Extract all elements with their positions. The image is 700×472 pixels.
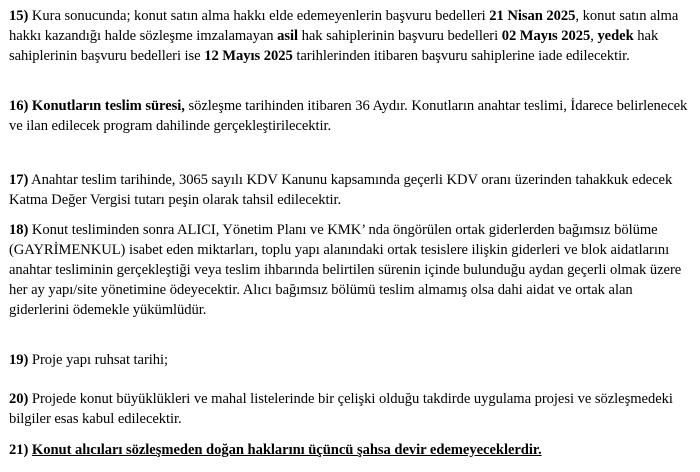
clause-15-text-3: hak sahiplerinin başvuru bedelleri — [298, 28, 502, 44]
clause-15-text-4: , — [590, 28, 598, 44]
clause-15-text-5: hak sahiplerinin başvuru bedelleri ise — [9, 28, 659, 64]
clause-15-asil: asil — [277, 28, 299, 44]
clause-19-number: 19) — [9, 352, 29, 368]
clause-15-date-3: 12 Mayıs 2025 — [204, 48, 293, 64]
clause-18-number: 18) — [9, 222, 29, 238]
clause-17-text: Anahtar teslim tarihinde, 3065 sayılı KDV Kanunu kapsamında geçerli KDV oranı üzerinden tahakkuk edecek Katma Değer Vergisi tutarı peşin olarak tahsil edilecektir. — [9, 172, 673, 208]
clause-15-number: 15) — [9, 8, 29, 24]
clause-15-date-1: 21 Nisan 2025 — [489, 8, 576, 24]
clause-20-text: Projede konut büyüklükleri ve mahal listelerinde bir çelişki olduğu takdirde uygulama projesi ve sözleşmedeki bilgiler esas kabul edilecektir. — [9, 391, 673, 427]
clause-18 — [9, 220, 694, 320]
clause-15-text-2: , konut satın alma hakkı kazandığı halde sözleşme imzalamayan — [9, 8, 679, 44]
clause-15 — [9, 6, 694, 66]
clause-21-text: Konut alıcıları sözleşmeden doğan haklarını üçüncü şahsa devir edemeyeceklerdir. — [31, 442, 542, 458]
clause-19-text: Proje yapı ruhsat tarihi; — [28, 352, 169, 368]
clause-15-date-2: 02 Mayıs 2025 — [501, 28, 591, 44]
clause-17 — [9, 170, 694, 210]
clause-17-number: 17) — [9, 172, 29, 188]
clause-16 — [9, 96, 694, 136]
clause-16-number: 16) — [9, 98, 29, 114]
clause-20 — [9, 389, 694, 429]
clause-16-title: Konutların teslim süresi, — [31, 98, 185, 114]
clause-15-yedek: yedek — [597, 28, 634, 44]
clause-21 — [9, 440, 694, 460]
clause-19 — [9, 350, 694, 370]
clause-18-text: Konut tesliminden sonra ALICI, Yönetim Planı ve KMK’ nda öngörülen ortak giderlerden bağımsız bölüme (GAYRİMENKUL) isabet eden miktarları, toplu yapı alanındaki ortak tesislere ilişkin giderleri ve blok aidatlarını anahtar tesliminin gerçekleştiği veya teslim ihbarında belirtilen sürenin içinde bulunduğu aydan geçerli olmak üzere her ay yapı/site yönetimine ödeyecektir. Alıcı bağımsız bölümü teslim almamış olsa dahi aidat ve ortak alan giderlerini ödemekle yükümlüdür. — [9, 222, 682, 318]
clause-16-text: sözleşme tarihinden itibaren 36 Aydır. Konutların anahtar teslimi, İdarece belirlenecek ve ilan edilecek program dahilinde gerçekleştirilecektir. — [9, 98, 688, 134]
clause-20-number: 20) — [9, 391, 29, 407]
clause-15-text-6: tarihlerinden itibaren başvuru sahiplerine iade edilecektir. — [292, 48, 630, 64]
clause-15-text-1: Kura sonucunda; konut satın alma hakkı elde edemeyenlerin başvuru bedelleri — [28, 8, 490, 24]
clause-21-number: 21) — [9, 442, 29, 458]
